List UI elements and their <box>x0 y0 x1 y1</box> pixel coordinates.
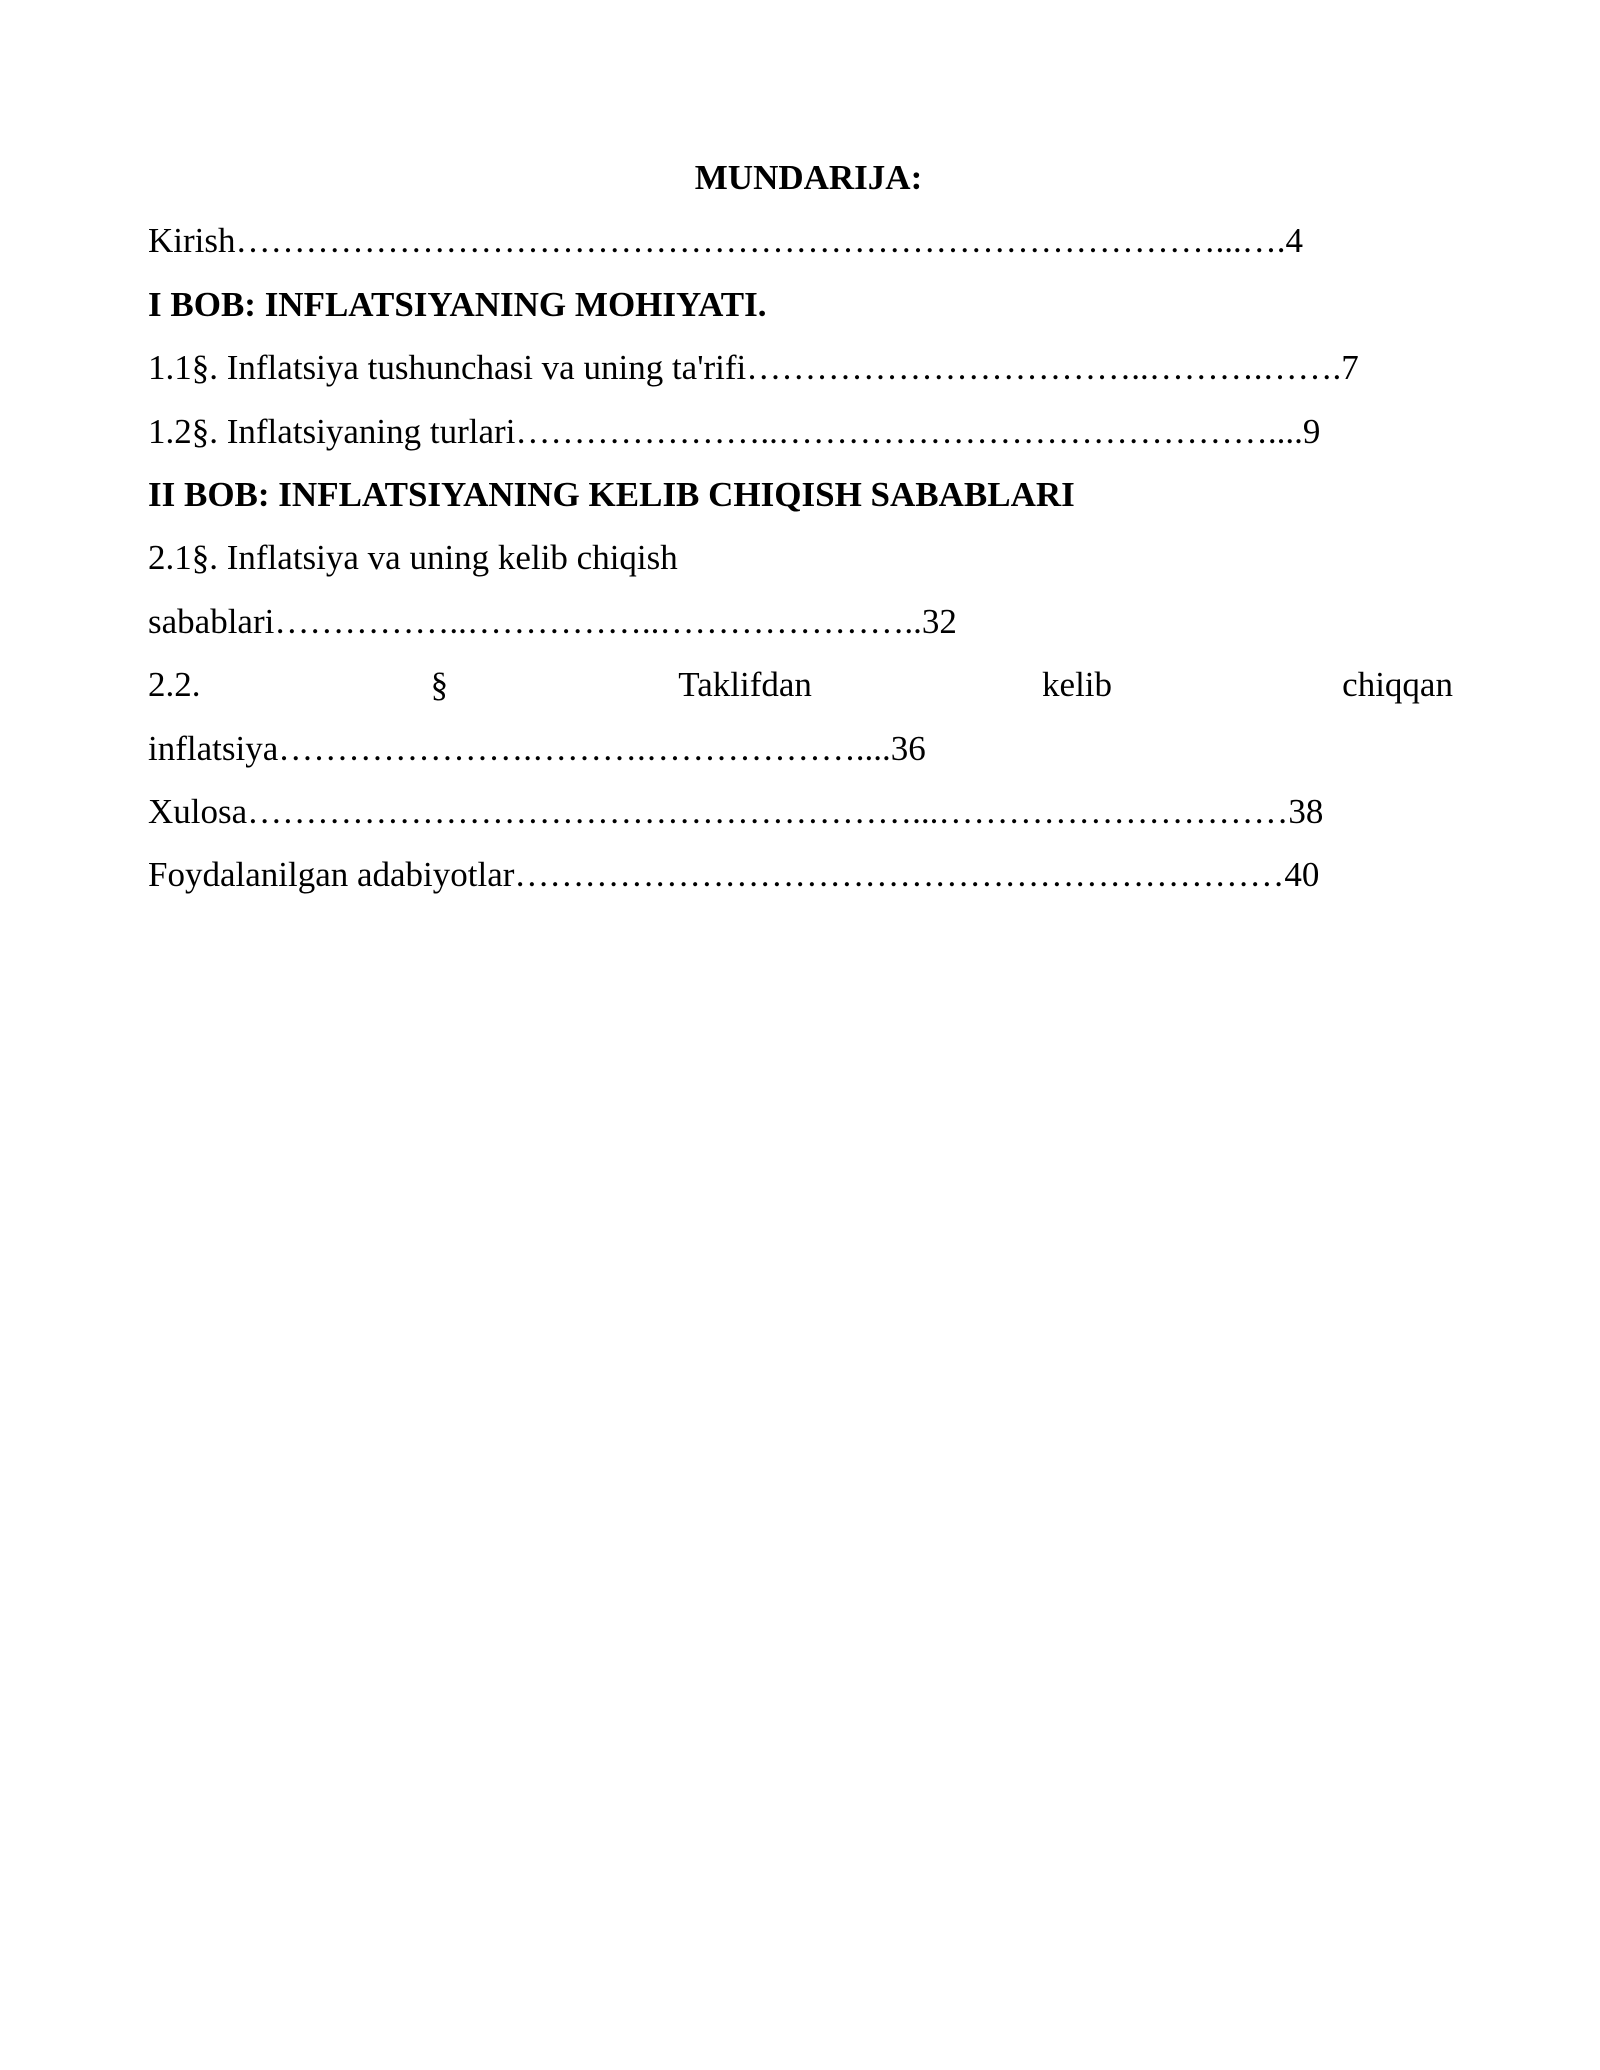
toc-entry-2-1-line1: 2.1§. Inflatsiya va uning kelib chiqish <box>148 538 678 578</box>
toc-entry-2-2-line1 <box>148 653 1453 716</box>
toc-entry-kirish: Kirish…………………………………………………………………………...….4 <box>148 221 1303 261</box>
toc-title: MUNDARIJA: <box>694 158 923 197</box>
toc-chapter-2: II BOB: INFLATSIYANING KELIB CHIQISH SABABLARI <box>148 474 1075 514</box>
table-of-contents <box>148 146 1453 907</box>
toc-entry-2-2-word: 2.2. <box>148 665 201 705</box>
toc-entry-adabiyotlar: Foydalanilgan adabiyotlar…………………………………………………………40 <box>148 855 1320 895</box>
toc-entry-2-2-word: chiqqan <box>1342 665 1453 705</box>
toc-entry-2-2-word: § <box>430 665 449 705</box>
toc-entry-2-2-line2: inflatsiya………………….……….………………....36 <box>148 728 926 768</box>
toc-entry-1-2: 1.2§. Inflatsiyaning turlari…………………..……………………………………....9 <box>148 411 1321 451</box>
toc-entry-1-1: 1.1§. Inflatsiya tushunchasi va uning ta'rifi……………………………..……….…….7 <box>148 348 1359 388</box>
toc-entry-xulosa: Xulosa…………………………………………………...…………………………38 <box>148 791 1324 831</box>
toc-chapter-1: I BOB: INFLATSIYANING MOHIYATI. <box>148 284 767 324</box>
toc-entry-2-2-word: kelib <box>1042 665 1113 705</box>
toc-entry-2-2-word: Taklifdan <box>678 665 812 705</box>
toc-entry-2-1-line2: sabablari……………..……………..…………………..32 <box>148 601 957 641</box>
